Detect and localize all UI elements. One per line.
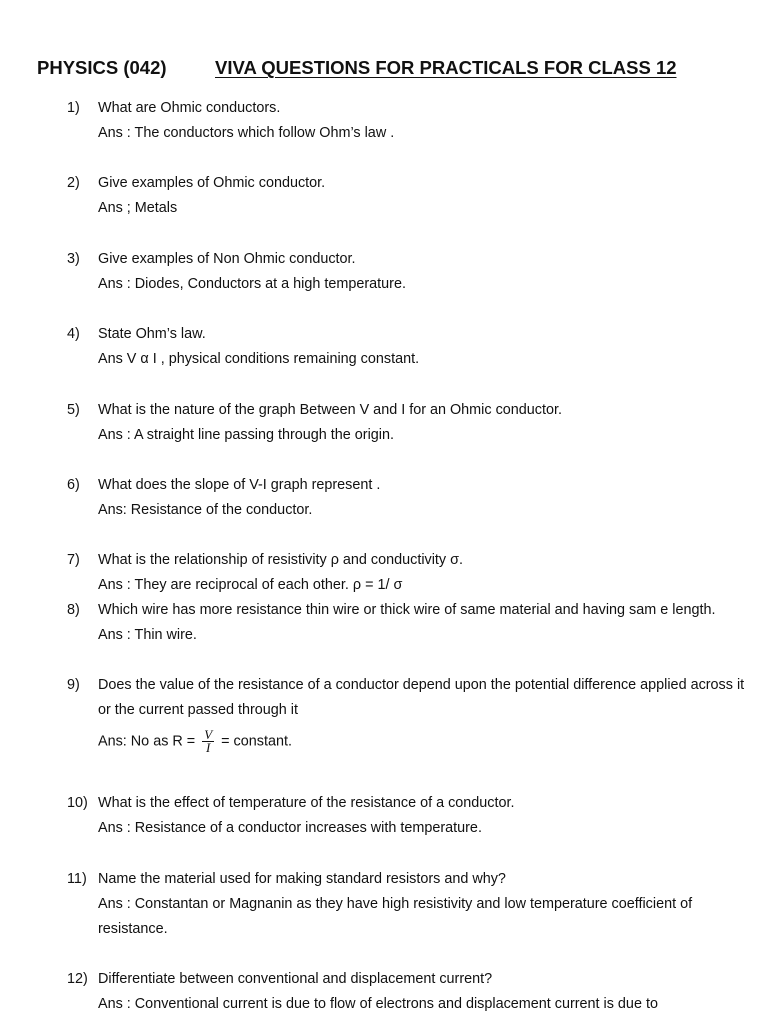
answer-suffix: = constant. [221, 733, 292, 750]
question-item [67, 791, 747, 841]
answer-prefix: Ans: No as R = [98, 733, 196, 750]
question-number: 10) [67, 795, 88, 811]
question-number: 4) [67, 326, 80, 342]
question-text: Does the value of the resistance of a conductor depend upon the potential difference applied across it or the current passed through it [98, 677, 745, 718]
course-code: PHYSICS (042) [37, 57, 167, 78]
question-item [67, 96, 747, 146]
question-text: Which wire has more resistance thin wire or thick wire of same material and having sam e length. [98, 602, 716, 618]
question-text: What does the slope of V-I graph represent . [98, 477, 381, 493]
answer-text: Ans : Constantan or Magnanin as they have high resistivity and low temperature coefficient of resistance. [98, 896, 693, 937]
question-item [67, 473, 747, 523]
question-text: What is the effect of temperature of the resistance of a conductor. [98, 795, 515, 811]
question-number: 7) [67, 552, 80, 568]
page-title: VIVA QUESTIONS FOR PRACTICALS FOR CLASS 12 [215, 57, 677, 78]
question-number: 6) [67, 477, 80, 493]
answer-text: Ans : Thin wire. [98, 627, 197, 643]
question-text: Differentiate between conventional and displacement current? [98, 971, 493, 987]
answer-text: Ans V α I , physical conditions remaining constant. [98, 351, 420, 367]
answer-text: Ans: Resistance of the conductor. [98, 502, 313, 518]
answer-text [98, 729, 747, 754]
answer-text: Ans : The conductors which follow Ohm’s law . [98, 125, 395, 141]
question-number: 11) [67, 871, 87, 887]
question-text: What are Ohmic conductors. [98, 100, 281, 116]
question-item [67, 867, 747, 942]
answer-text: Ans : Resistance of a conductor increases with temperature. [98, 820, 482, 836]
question-text: Give examples of Ohmic conductor. [98, 175, 326, 191]
question-number: 3) [67, 251, 80, 267]
question-item [67, 398, 747, 448]
answer-text: Ans : Conventional current is due to flow of electrons and displacement current is due to [98, 996, 658, 1012]
question-number: 2) [67, 175, 80, 191]
question-item [67, 548, 747, 598]
question-number: 1) [67, 100, 80, 116]
answer-text: Ans : They are reciprocal of each other. ρ = 1/ σ [98, 577, 403, 593]
question-text: State Ohm’s law. [98, 326, 206, 342]
fraction-v-over-i [202, 729, 214, 754]
question-number: 9) [67, 677, 80, 693]
question-number: 12) [67, 971, 88, 987]
question-text: Give examples of Non Ohmic conductor. [98, 251, 356, 267]
question-number: 8) [67, 602, 80, 618]
question-item [67, 322, 747, 372]
question-item [67, 673, 747, 754]
fraction-numerator: V [204, 727, 213, 742]
question-text: What is the nature of the graph Between V and I for an Ohmic conductor. [98, 402, 562, 418]
question-item [67, 171, 747, 221]
question-text: What is the relationship of resistivity ρ and conductivity σ. [98, 552, 463, 568]
question-item [67, 598, 747, 648]
question-item [67, 247, 747, 297]
answer-text: Ans ; Metals [98, 200, 178, 216]
question-number: 5) [67, 402, 80, 418]
answer-text: Ans : Diodes, Conductors at a high temperature. [98, 276, 406, 292]
question-text: Name the material used for making standard resistors and why? [98, 871, 506, 887]
fraction-denominator: I [205, 740, 211, 755]
answer-text: Ans : A straight line passing through the origin. [98, 427, 394, 443]
document-header [37, 57, 757, 79]
question-item [67, 967, 747, 1017]
